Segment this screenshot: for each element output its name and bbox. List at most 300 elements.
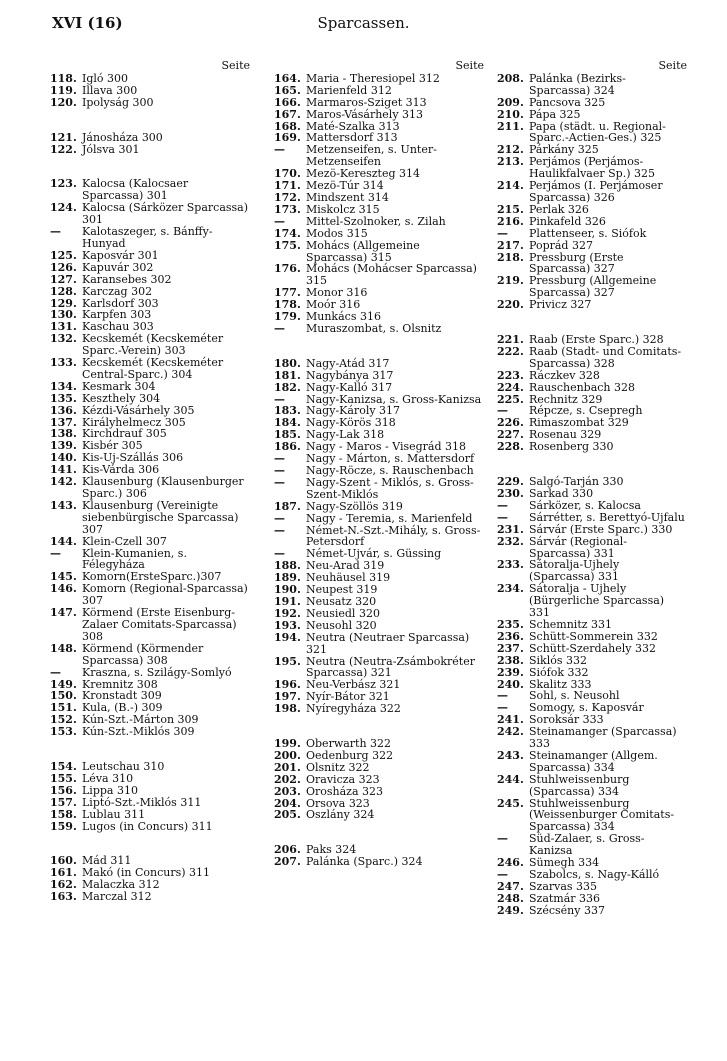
index-entry (497, 370, 687, 382)
entry-text: Párkány 325 (529, 143, 599, 157)
entry-text: Nyír-Bátor 321 (306, 690, 390, 704)
entry-text: Mohács (Mohácser Sparcassa) 315 (306, 262, 477, 288)
entry-text: Oszlány 324 (306, 808, 375, 822)
entry-text: Neusatz 320 (306, 594, 377, 608)
entry-number: 170. (274, 167, 301, 181)
index-entry (497, 216, 687, 228)
entry-number: 198. (274, 702, 301, 716)
entry-number: 206. (274, 843, 301, 857)
index-entry (50, 262, 250, 274)
entry-number: — (274, 464, 285, 477)
entry-number: 209. (497, 95, 524, 109)
entry-text: Perjámos (Perjámos-Haulikfalvaer Sp.) 325 (529, 155, 655, 181)
entry-text: Jánosháza 300 (82, 130, 163, 144)
entry-number: 157. (50, 795, 77, 809)
entry-number: 161. (50, 866, 77, 880)
index-entry (50, 607, 250, 643)
entry-text: Keszthely 304 (82, 391, 161, 405)
entry-number: 188. (274, 559, 301, 573)
entry-number: 149. (50, 677, 77, 691)
entry-text: Siklós 332 (529, 653, 587, 667)
entry-number: 249. (497, 903, 524, 917)
entry-text: Modos 315 (306, 226, 368, 240)
entry-text: Rimaszombat 329 (529, 416, 629, 430)
entry-text: Palánka (Bezirks-Sparcassa) 324 (529, 71, 626, 97)
entry-number: 226. (497, 416, 524, 430)
seite-label: Seite (455, 59, 484, 72)
entry-number: 146. (50, 582, 77, 596)
entry-number: 190. (274, 583, 301, 597)
index-entry (497, 512, 687, 524)
index-entry (274, 97, 484, 109)
index-entry (497, 798, 687, 834)
entry-number: 167. (274, 107, 301, 121)
entry-text: Maria - Theresiopel 312 (306, 71, 440, 85)
entry-number: 192. (274, 606, 301, 620)
entry-text: Nagy-Károly 317 (306, 404, 401, 418)
index-entry (274, 358, 484, 370)
entry-number: 195. (274, 654, 301, 668)
entry-text: Répcze, s. Csepregh (529, 404, 643, 418)
entry-text: Skalitz 333 (529, 677, 592, 691)
entry-number: 153. (50, 725, 77, 739)
index-entry (50, 809, 250, 821)
entry-number: 232. (497, 534, 524, 548)
entry-text: Palánka (Sparc.) 324 (306, 855, 423, 869)
entry-number: 184. (274, 416, 301, 430)
entry-number: 189. (274, 571, 301, 585)
index-column-3 (497, 60, 687, 917)
entry-text: Monor 316 (306, 286, 368, 300)
index-entry (274, 263, 484, 287)
entry-number: — (50, 546, 61, 560)
index-entry (497, 655, 687, 667)
entry-text: Schütt-Szerdahely 332 (529, 641, 656, 655)
index-entry (50, 333, 250, 357)
entry-number: 241. (497, 713, 524, 727)
entry-text: Komorn(ErsteSparc.)307 (82, 570, 222, 584)
index-entry (497, 643, 687, 655)
index-entry (50, 178, 250, 202)
entry-number: 142. (50, 475, 77, 489)
entry-number: 199. (274, 737, 301, 751)
index-entry (497, 73, 687, 97)
entry-number: 127. (50, 272, 77, 286)
entry-number: — (497, 498, 508, 512)
index-entry (274, 382, 484, 394)
entry-text: Mindszent 314 (306, 190, 389, 204)
entry-text: Pressburg (Allgemeine Sparcassa) 327 (529, 274, 657, 300)
entry-number: 180. (274, 356, 301, 370)
entry-number: 208. (497, 71, 524, 85)
index-entry (497, 559, 687, 583)
index-entry (274, 144, 484, 168)
entry-text: Süd-Zalaer, s. Gross-Kanizsa (529, 832, 645, 858)
entry-number: 166. (274, 95, 301, 109)
entry-text: Kalocsa (Sárközer Sparcassa) 301 (82, 201, 249, 227)
entry-text: Szabolcs, s. Nagy-Kálló (529, 868, 660, 881)
entry-number: 154. (50, 760, 77, 774)
entry-text: Pápa 325 (529, 107, 581, 121)
index-entry (497, 667, 687, 679)
entry-number: 152. (50, 713, 77, 727)
entry-text: Komorn (Regional-Sparcassa) 307 (82, 582, 248, 608)
entry-number: 236. (497, 629, 524, 643)
entry-text: Makó (in Concurs) 311 (82, 866, 211, 880)
entry-number: 183. (274, 404, 301, 418)
entry-number: 186. (274, 440, 301, 454)
entry-text: Schemnitz 331 (529, 617, 613, 631)
index-column-2 (274, 60, 484, 868)
entry-number: — (274, 214, 285, 228)
index-column-1 (50, 60, 250, 903)
entry-number: 148. (50, 641, 77, 655)
entry-text: Pinkafeld 326 (529, 214, 606, 228)
entry-number: 129. (50, 296, 77, 310)
entry-number: 197. (274, 690, 301, 704)
entry-text: Mohács (Allgemeine Sparcassa) 315 (306, 238, 420, 264)
index-entry (497, 121, 687, 145)
entry-number: 162. (50, 878, 77, 892)
index-entry (274, 620, 484, 632)
entry-number: 229. (497, 475, 524, 489)
entry-number: 155. (50, 771, 77, 785)
entry-number: 132. (50, 332, 77, 346)
entry-text: Raab (Erste Sparc.) 328 (529, 333, 664, 347)
entry-text: Ipolyság 300 (82, 95, 154, 109)
entry-text: Lublau 311 (82, 807, 146, 821)
entry-number: 187. (274, 499, 301, 513)
entry-number: — (497, 404, 508, 418)
entry-number: 235. (497, 617, 524, 631)
entry-text: Mád 311 (82, 854, 132, 868)
entry-text: Sárvár (Erste Sparc.) 330 (529, 522, 673, 536)
entry-number: — (274, 523, 285, 537)
index-entry (497, 240, 687, 252)
entry-text: Pressburg (Erste Sparcassa) 327 (529, 250, 624, 276)
entry-number: 121. (50, 130, 77, 144)
entry-text: Raab (Stadt- und Comitats-Sparcassa) 328 (529, 344, 682, 370)
entry-text: Neu-Arad 319 (306, 559, 385, 573)
entry-text: Sárrétter, s. Berettyó-Ujfalu (529, 510, 685, 524)
entry-number: 174. (274, 226, 301, 240)
entry-number: 214. (497, 179, 524, 193)
entry-text: Muraszombat, s. Olsnitz (306, 321, 442, 335)
entry-number: 185. (274, 428, 301, 442)
index-entry (274, 477, 484, 501)
index-entry (50, 536, 250, 548)
entry-text: Neutra (Neutra-Zsámbokréter Sparcassa) 321 (306, 654, 475, 680)
entry-number: 169. (274, 131, 301, 145)
index-entry (274, 703, 484, 715)
entry-text: Perlak 326 (529, 202, 589, 216)
entry-number: 247. (497, 879, 524, 893)
entry-text: Lippa 310 (82, 783, 138, 797)
entry-text: Karansebes 302 (82, 272, 172, 286)
letter-group-gap (274, 335, 484, 358)
entry-number: 145. (50, 570, 77, 584)
entry-number: 207. (274, 855, 301, 869)
letter-group-gap (274, 821, 484, 844)
index-entry (50, 548, 250, 572)
entry-text: Királyhelmecz 305 (82, 415, 186, 429)
entry-text: Kaposvár 301 (82, 248, 159, 262)
entry-number: 233. (497, 558, 524, 572)
index-entry (50, 891, 250, 903)
entry-text: Kesmark 304 (82, 379, 156, 393)
entry-number: 119. (50, 83, 77, 97)
entry-text: Olsnitz 322 (306, 760, 370, 774)
entry-number: 239. (497, 665, 524, 679)
entry-text: Nagy - Márton, s. Mattersdorf (306, 452, 475, 466)
index-entry (497, 204, 687, 216)
index-entry (50, 202, 250, 226)
index-entry (497, 833, 687, 857)
index-entry (50, 250, 250, 262)
entry-text: Kremnitz 308 (82, 677, 158, 691)
entry-text: Oedenburg 322 (306, 748, 394, 762)
index-entry (497, 750, 687, 774)
entry-number: 135. (50, 391, 77, 405)
index-entry (50, 667, 250, 679)
letter-group-gap (497, 311, 687, 334)
index-entry (274, 370, 484, 382)
entry-number: 216. (497, 214, 524, 228)
entry-number: — (50, 225, 61, 239)
entry-text: Szarvas 335 (529, 879, 598, 893)
entry-text: Neutra (Neutraer Sparcassa) 321 (306, 630, 470, 656)
entry-text: Nagy-Kanizsa, s. Gross-Kanizsa (306, 392, 482, 406)
entry-text: Kún-Szt.-Miklós 309 (82, 725, 195, 739)
index-entry (497, 524, 687, 536)
entry-text: Mattersdorf 313 (306, 131, 398, 145)
entry-text: Neusiedl 320 (306, 606, 380, 620)
entry-text: Nagybánya 317 (306, 368, 394, 382)
entry-number: 248. (497, 891, 524, 905)
entry-number: 238. (497, 653, 524, 667)
entry-number: 196. (274, 678, 301, 692)
entry-text: Kapuvár 302 (82, 260, 154, 274)
entry-number: 125. (50, 248, 77, 262)
entry-text: Rosenberg 330 (529, 440, 614, 454)
entry-number: — (274, 143, 285, 157)
entry-number: 130. (50, 308, 77, 322)
entry-text: Sárvár (Regional-Sparcassa) 331 (529, 534, 628, 560)
entry-text: Nagy-Kalló 317 (306, 380, 393, 394)
entry-number: 200. (274, 748, 301, 762)
entry-number: 194. (274, 630, 301, 644)
entry-text: Oberwarth 322 (306, 737, 392, 751)
index-entry (497, 382, 687, 394)
entry-number: — (50, 665, 61, 679)
entry-number: 165. (274, 83, 301, 97)
letter-group-gap (497, 453, 687, 476)
index-entry (50, 797, 250, 809)
entry-text: Kis-Várda 306 (82, 463, 160, 477)
entry-text: Lugos (in Concurs) 311 (82, 819, 213, 833)
entry-text: Pancsova 325 (529, 95, 606, 109)
entry-text: Karpfen 303 (82, 308, 152, 322)
entry-number: 171. (274, 179, 301, 193)
entry-text: Metzenseifen, s. Unter-Metzenseifen (306, 143, 437, 169)
entry-text: Karlsdorf 303 (82, 296, 159, 310)
entry-number: 159. (50, 819, 77, 833)
letter-group-gap (50, 109, 250, 132)
entry-number: 231. (497, 522, 524, 536)
entry-text: Kula, (B.-) 309 (82, 701, 163, 715)
entry-text: Sümegh 334 (529, 856, 600, 870)
entry-text: Papa (städt. u. Regional-Sparc.-Actien-Ges.) 325 (529, 119, 666, 145)
index-entry (497, 905, 687, 917)
entry-number: — (497, 701, 508, 715)
entry-text: Marczal 312 (82, 890, 152, 904)
index-entry (497, 97, 687, 109)
entry-text: Somogy, s. Kaposvár (529, 701, 644, 715)
entry-text: Sohl, s. Neusohl (529, 689, 620, 703)
entry-number: — (274, 392, 285, 406)
entry-text: Perjámos (I. Perjámoser Sparcassa) 326 (529, 179, 663, 204)
index-entry (50, 286, 250, 298)
entry-text: Kirchdrauf 305 (82, 427, 167, 441)
index-entry (274, 608, 484, 620)
index-entry (274, 774, 484, 786)
entry-number: 211. (497, 119, 524, 133)
entry-text: Igló 300 (82, 71, 129, 85)
entry-number: 151. (50, 701, 77, 715)
entry-number: 230. (497, 487, 524, 500)
page-number: XVI (16) (52, 14, 123, 32)
index-entry (497, 228, 687, 240)
entry-text: Nagy - Maros - Visegrád 318 (306, 440, 467, 454)
entry-number: 181. (274, 368, 301, 382)
entry-text: Schütt-Sommerein 332 (529, 629, 658, 643)
entry-text: Neuhäusel 319 (306, 571, 391, 585)
entry-number: 242. (497, 725, 524, 739)
entry-text: Neupest 319 (306, 583, 378, 597)
index-entry (50, 726, 250, 738)
entry-text: Neu-Verbász 321 (306, 678, 401, 692)
index-entry (50, 583, 250, 607)
index-entry (497, 346, 687, 370)
entry-number: 136. (50, 403, 77, 417)
entry-number: 210. (497, 107, 524, 121)
entry-text: Mittel-Szolnoker, s. Zilah (306, 214, 446, 228)
entry-number: 245. (497, 796, 524, 810)
entry-text: Nagy-Szöllös 319 (306, 499, 403, 513)
entry-number: — (497, 226, 508, 240)
index-entry (50, 97, 250, 109)
entry-number: 217. (497, 238, 524, 252)
entry-number: 150. (50, 689, 77, 703)
index-entry (274, 762, 484, 774)
index-entry (274, 632, 484, 656)
entry-number: 124. (50, 201, 77, 215)
entry-number: — (274, 511, 285, 525)
entry-number: 223. (497, 368, 524, 382)
entry-text: Plattenseer, s. Siófok (529, 226, 647, 240)
entry-number: 202. (274, 772, 301, 786)
entry-text: Sátoralja - Ujhely (Bürgerliche Sparcassa) 331 (529, 582, 665, 620)
index-entry (274, 85, 484, 97)
entry-number: — (497, 510, 508, 524)
entry-number: 164. (274, 71, 301, 85)
entry-text: Kaschau 303 (82, 320, 154, 334)
entry-text: Szécsény 337 (529, 903, 605, 917)
entry-text: Paks 324 (306, 843, 357, 857)
entry-number: 246. (497, 856, 524, 870)
index-entry (274, 240, 484, 264)
entry-text: Kalotaszeger, s. Bánffy-Hunyad (82, 225, 213, 250)
entry-text: Nagy-Szent - Miklós, s. Gross-Szent-Miklós (306, 475, 474, 501)
entry-number: 122. (50, 142, 77, 156)
page-header (0, 14, 727, 38)
entry-text: Sárközer, s. Kalocsa (529, 498, 641, 512)
entry-number: 128. (50, 284, 77, 298)
entry-number: 137. (50, 415, 77, 429)
index-entry (497, 631, 687, 643)
entry-text: Német-N.-Szt.-Mihály, s. Gross-Petersdorf (306, 523, 481, 549)
entry-text: Marmaros-Sziget 313 (306, 95, 427, 109)
entry-number: 134. (50, 379, 77, 393)
entry-number: 205. (274, 808, 301, 822)
entry-number: 227. (497, 428, 524, 442)
index-entry (274, 656, 484, 680)
index-entry (50, 761, 250, 773)
index-entry (50, 500, 250, 536)
entry-number: 139. (50, 439, 77, 453)
index-entry (50, 821, 250, 833)
index-entry (274, 216, 484, 228)
entry-number: — (497, 868, 508, 881)
entry-number: 244. (497, 772, 524, 786)
entry-number: 172. (274, 190, 301, 204)
entry-number: 193. (274, 618, 301, 632)
entry-text: Orosháza 323 (306, 784, 384, 798)
entry-text: Miskolcz 315 (306, 202, 380, 216)
entry-text: Német-Ujvár, s. Güssing (306, 547, 442, 561)
entry-number: 220. (497, 298, 524, 312)
entry-number: 178. (274, 298, 301, 312)
entry-number: 234. (497, 582, 524, 596)
entry-text: Karczag 302 (82, 284, 153, 298)
entry-number: 131. (50, 320, 77, 334)
index-entry (497, 536, 687, 560)
entry-text: Kis-Uj-Szállás 306 (82, 451, 184, 465)
entry-text: Illava 300 (82, 83, 138, 97)
entry-number: 175. (274, 238, 301, 252)
entry-number: 138. (50, 427, 77, 441)
letter-group-gap (50, 738, 250, 761)
index-entry (50, 785, 250, 797)
entry-text: Kún-Szt.-Márton 309 (82, 713, 199, 727)
entry-text: Klausenburg (Klausenburger Sparc.) 306 (82, 475, 244, 500)
entry-number: 158. (50, 807, 77, 821)
entry-text: Jólsva 301 (82, 142, 140, 156)
entry-text: Kalocsa (Kalocsaer Sparcassa) 301 (82, 177, 189, 203)
entry-text: Klausenburg (Vereinigte siebenbürgische Sparcassa) 307 (82, 498, 239, 536)
seite-label: Seite (221, 59, 250, 72)
entry-number: 203. (274, 784, 301, 798)
entry-text: Privicz 327 (529, 298, 592, 312)
entry-number: 147. (50, 606, 77, 620)
letter-group-gap (50, 155, 250, 178)
entry-text: Körmend (Körmender Sparcassa) 308 (82, 641, 204, 667)
index-entry (497, 180, 687, 204)
entry-text: Moór 316 (306, 298, 361, 312)
entry-number: 179. (274, 310, 301, 324)
entry-number: — (274, 475, 285, 489)
index-entry (50, 85, 250, 97)
